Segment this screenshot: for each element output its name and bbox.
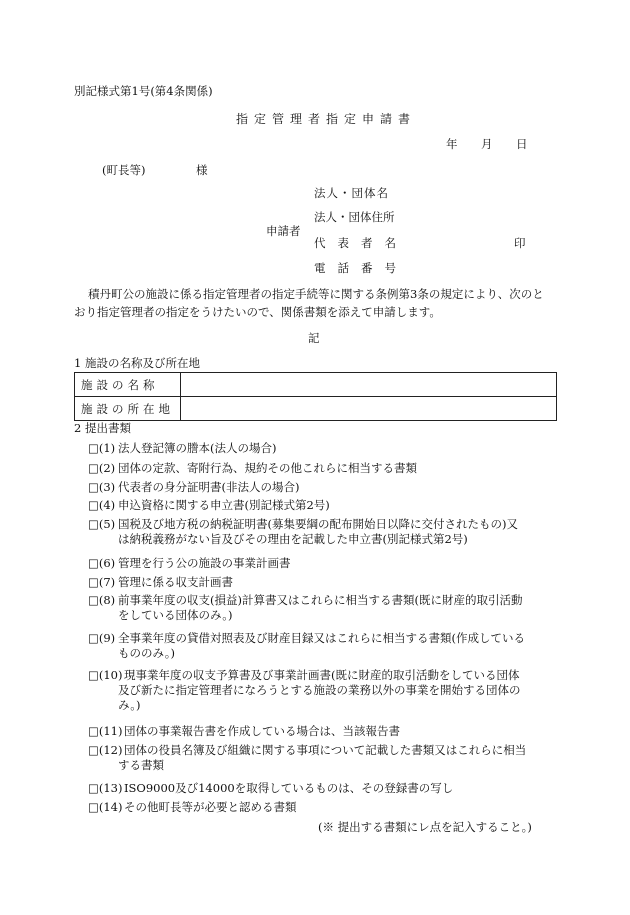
addressee-name: (町長等) xyxy=(102,163,146,177)
corp-name-label: 法人・団体名 xyxy=(314,186,389,200)
document-item-10[interactable] xyxy=(88,668,558,713)
item-text: 前事業年度の収支(損益)計算書又はこれらに相当する書類(既に財産的取引活動 xyxy=(118,593,523,607)
document-item-2[interactable] xyxy=(88,461,558,476)
item-text-continued: する書類 xyxy=(118,757,164,772)
item-text: 管理を行う公の施設の事業計画書 xyxy=(118,556,291,570)
item-number: □(10) xyxy=(88,668,123,682)
item-number: □(4) xyxy=(88,498,116,512)
item-text-continued-2: み。) xyxy=(118,697,141,712)
facility-name-field[interactable] xyxy=(181,373,557,397)
addressee-honorific: 様 xyxy=(196,163,208,177)
form-number: 別記様式第1号(第4条関係) xyxy=(74,84,213,98)
item-number: □(2) xyxy=(88,461,116,475)
footnote: (※ 提出する書類にレ点を記入すること。) xyxy=(318,820,532,834)
item-text: 団体の事業報告書を作成している場合は、当該報告書 xyxy=(124,724,400,738)
facility-name-row xyxy=(75,373,557,397)
item-text: 代表者の身分証明書(非法人の場合) xyxy=(118,480,300,494)
representative-label: 代表者名 xyxy=(314,236,408,250)
item-text-continued: もののみ。) xyxy=(118,645,175,660)
item-text: 全事業年度の貸借対照表及び財産目録又はこれらに相当する書類(作成している xyxy=(118,631,525,645)
intro-line-1: 積丹町公の施設に係る指定管理者の指定手続等に関する条例第3条の規定により、次のと xyxy=(88,287,544,301)
item-number: □(5) xyxy=(88,517,116,531)
item-text-continued: は納税義務がない旨及びその理由を記載した申立書(別記様式第2号) xyxy=(118,531,468,546)
item-number: □(6) xyxy=(88,556,116,570)
item-number: □(9) xyxy=(88,631,116,645)
item-text: 現事業年度の収支予算書及び事業計画書(既に財産的取引活動をしている団体 xyxy=(124,668,520,682)
item-text: 団体の役員名簿及び組織に関する事項について記載した書類又はこれらに相当 xyxy=(124,743,527,757)
item-text: 申込資格に関する申立書(別記様式第2号) xyxy=(118,498,330,512)
document-item-1[interactable] xyxy=(88,441,558,456)
item-text: 団体の定款、寄附行為、規約その他これらに相当する書類 xyxy=(118,461,417,475)
ki-heading: 記 xyxy=(308,331,320,345)
item-text-continued: 及び新たに指定管理者になろうとする施設の業務以外の事業を開始する団体の xyxy=(118,682,521,697)
section2-heading: 2 提出書類 xyxy=(74,421,131,435)
document-item-6[interactable] xyxy=(88,556,558,571)
item-text: 国税及び地方税の納税証明書(募集要綱の配布開始日以降に交付されたもの)又 xyxy=(118,517,518,531)
item-text: 法人登記簿の謄本(法人の場合) xyxy=(118,441,277,455)
document-item-9[interactable] xyxy=(88,631,558,661)
facility-location-row xyxy=(75,397,557,421)
item-number: □(8) xyxy=(88,593,116,607)
document-item-12[interactable] xyxy=(88,743,558,773)
item-text: その他町長等が必要と認める書類 xyxy=(124,800,297,814)
date-month: 月 xyxy=(481,137,493,151)
item-text: 管理に係る収支計画書 xyxy=(118,575,233,589)
document-item-7[interactable] xyxy=(88,575,558,590)
item-number: □(1) xyxy=(88,441,116,455)
document-item-8[interactable] xyxy=(88,593,558,623)
document-item-11[interactable] xyxy=(88,724,558,739)
corp-address-label: 法人・団体住所 xyxy=(314,210,395,224)
item-text: ISO9000及び14000を取得しているものは、その登録書の写し xyxy=(124,781,454,795)
seal-mark: 印 xyxy=(514,236,526,250)
document-item-4[interactable] xyxy=(88,498,558,513)
facility-location-label: 施設の所在地 xyxy=(75,397,181,421)
item-number: □(12) xyxy=(88,743,123,757)
document-item-13[interactable] xyxy=(88,781,558,796)
document-item-14[interactable] xyxy=(88,800,558,815)
item-number: □(3) xyxy=(88,480,116,494)
facility-location-field[interactable] xyxy=(181,397,557,421)
phone-label: 電話番号 xyxy=(314,261,408,275)
section1-heading: 1 施設の名称及び所在地 xyxy=(74,356,200,370)
applicant-label: 申請者 xyxy=(266,224,301,238)
document-item-5[interactable] xyxy=(88,517,558,547)
item-number: □(14) xyxy=(88,800,123,814)
document-item-3[interactable] xyxy=(88,480,558,495)
facility-table xyxy=(74,372,557,421)
item-number: □(7) xyxy=(88,575,116,589)
date-year: 年 xyxy=(446,137,458,151)
intro-line-2: おり指定管理者の指定をうけたいので、関係書類を添えて申請します。 xyxy=(74,305,441,319)
item-number: □(13) xyxy=(88,781,123,795)
item-number: □(11) xyxy=(88,724,123,738)
facility-name-label: 施設の名称 xyxy=(75,373,181,397)
document-title: 指定管理者指定申請書 xyxy=(236,112,417,126)
date-day: 日 xyxy=(516,137,528,151)
item-text-continued: をしている団体のみ。) xyxy=(118,607,233,622)
